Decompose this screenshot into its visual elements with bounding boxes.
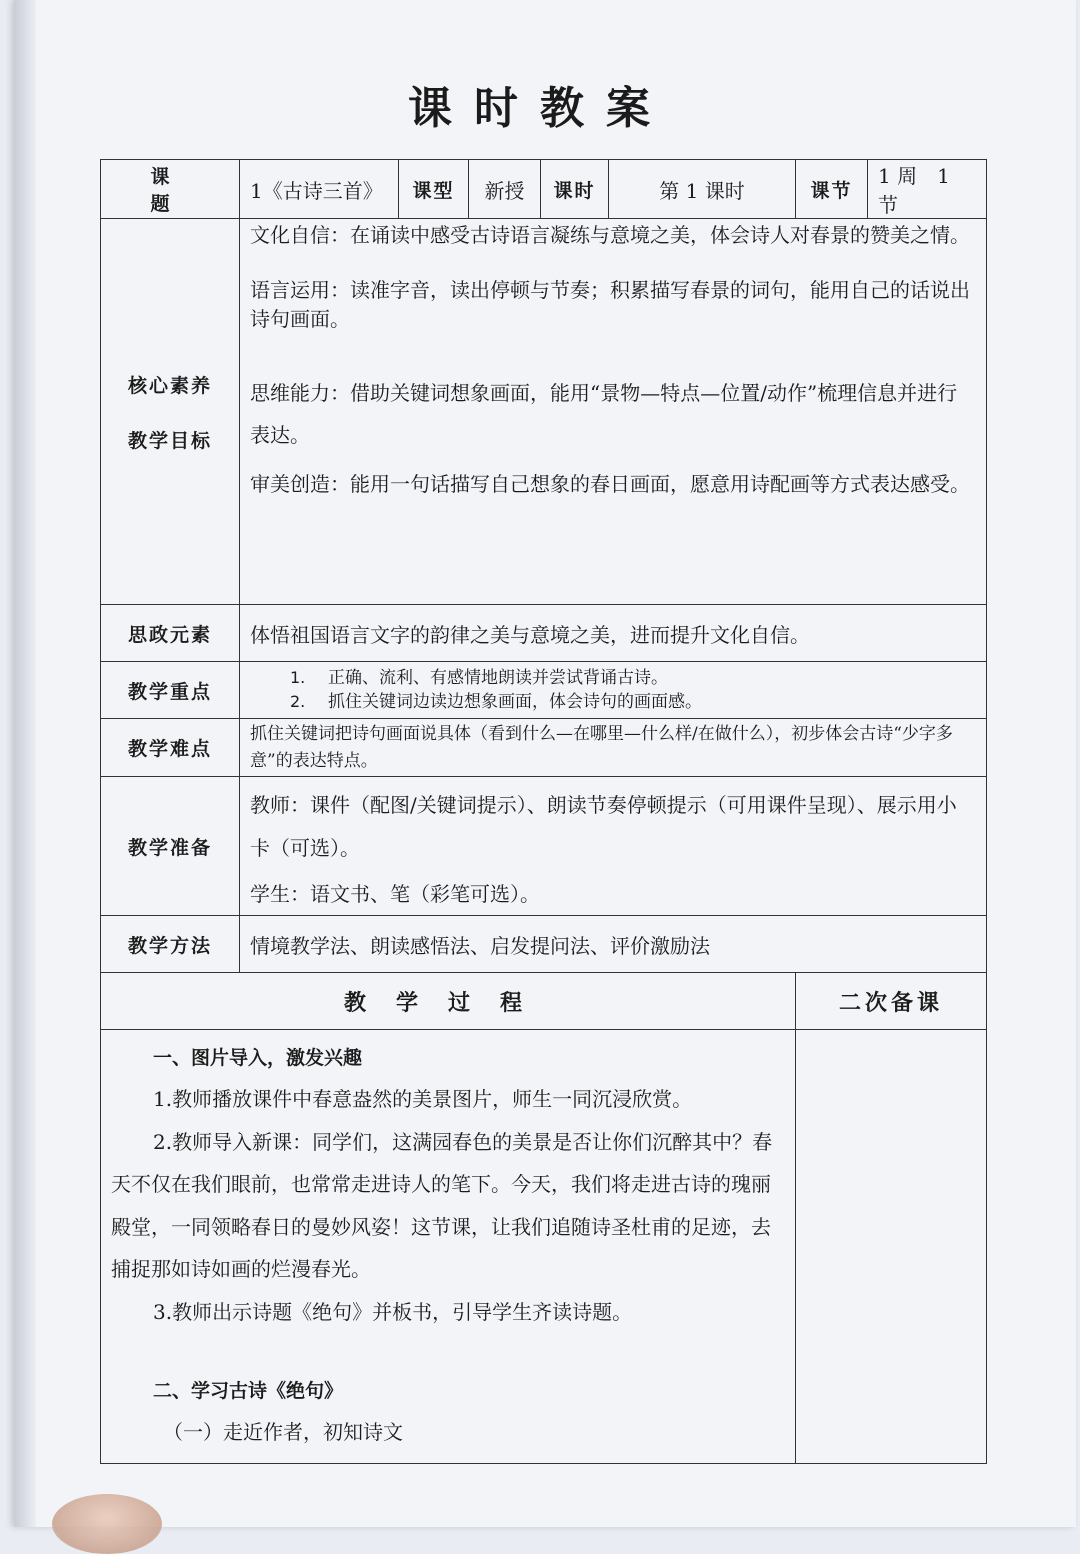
section-1-title: 一、图片导入，激发兴趣: [153, 1047, 363, 1069]
second-prep-notes: [796, 1030, 987, 1464]
page-edge-shadow: [14, 0, 36, 1527]
topic-label: 课 题: [101, 160, 240, 219]
core-label-line2: 教学目标: [127, 429, 212, 452]
type-label: 课型: [399, 160, 469, 219]
section-value: 1 周 1 节: [868, 160, 987, 219]
second-prep-heading: 二次备课: [796, 973, 987, 1030]
section-2-title: 二、学习古诗《绝句》: [153, 1380, 344, 1402]
section-1-step-1: 1.教师播放课件中春意盎然的美景图片，师生一同沉浸欣赏。: [153, 1087, 693, 1111]
core-label-line1: 核心素养: [127, 374, 212, 397]
lesson-plan-table: [100, 159, 987, 1464]
type-value: 新授: [469, 160, 541, 219]
key-points-content: [240, 662, 987, 719]
prep-student: 学生：语文书、笔（彩笔可选）。: [250, 881, 540, 906]
difficulty-text: 抓住关键词把诗句画面说具体（看到什么—在哪里—什么样/在做什么），初步体会古诗“少字多意”的表达特点。: [240, 719, 987, 777]
topic-value: 1《古诗三首》: [240, 160, 399, 219]
hour-label: 课时: [541, 160, 609, 219]
key-points-label: 教学重点: [101, 662, 240, 719]
ideology-label: 思政元素: [101, 605, 240, 662]
objective-language: 语言运用：读准字音，读出停顿与节奏；积累描写春景的词句，能用自己的话说出诗句画面。: [250, 278, 970, 331]
section-1-step-2: 2.教师导入新课：同学们，这满园春色的美景是否让你们沉醉其中？春天不仅在我们眼前，也常常走进诗人的笔下。今天，我们将走进古诗的瑰丽殿堂，一同领略春日的曼妙风姿！这节课，让我们追随诗圣杜甫的足迹，去捕捉那如诗如画的烂漫春光。: [111, 1129, 773, 1281]
objective-aesthetics: 审美创造：能用一句话描写自己想象的春日画面，愿意用诗配画等方式表达感受。: [250, 472, 970, 496]
page-title: 课时教案: [408, 83, 672, 134]
section-2-subtitle: （一）走近作者，初知诗文: [163, 1420, 403, 1444]
objective-thinking: 思维能力：借助关键词想象画面，能用“景物—特点—位置/动作”梳理信息并进行表达。: [250, 381, 958, 447]
key-point-item: 1. 正确、流利、有感情地朗读并尝试背诵古诗。: [290, 668, 668, 688]
key-points-row: [101, 662, 987, 719]
prep-row: [101, 777, 987, 916]
method-text: 情境教学法、朗读感悟法、启发提问法、评价激励法: [240, 916, 987, 973]
prep-content: [240, 777, 987, 916]
objective-culture: 文化自信：在诵读中感受古诗语言凝练与意境之美，体会诗人对春景的赞美之情。: [250, 223, 970, 247]
method-label: 教学方法: [101, 916, 240, 973]
ideology-row: [101, 605, 987, 662]
process-content: [101, 1030, 796, 1464]
core-objectives-row: [101, 219, 987, 605]
prep-label: 教学准备: [101, 777, 240, 916]
process-body-row: [101, 1030, 987, 1464]
section-1-step-3: 3.教师出示诗题《绝句》并板书，引导学生齐读诗题。: [153, 1299, 633, 1324]
prep-teacher: 教师：课件（配图/关键词提示）、朗读节奏停顿提示（可用课件呈现）、展示用小卡（可选）。: [250, 792, 957, 860]
process-heading: 教学过程: [101, 973, 796, 1030]
finger-thumb: [52, 1494, 162, 1554]
hour-value: 第 1 课时: [609, 160, 796, 219]
difficulty-label: 教学难点: [101, 719, 240, 777]
core-objectives-content: [240, 219, 987, 605]
key-point-item: 2. 抓住关键词边读边想象画面，体会诗句的画面感。: [290, 692, 702, 712]
section-label: 课节: [796, 160, 868, 219]
difficulty-row: [101, 719, 987, 777]
method-row: [101, 916, 987, 973]
header-row: [101, 160, 987, 219]
process-header-row: [101, 973, 987, 1030]
ideology-text: 体悟祖国语言文字的韵律之美与意境之美，进而提升文化自信。: [240, 605, 987, 662]
core-objectives-label: [101, 219, 240, 605]
